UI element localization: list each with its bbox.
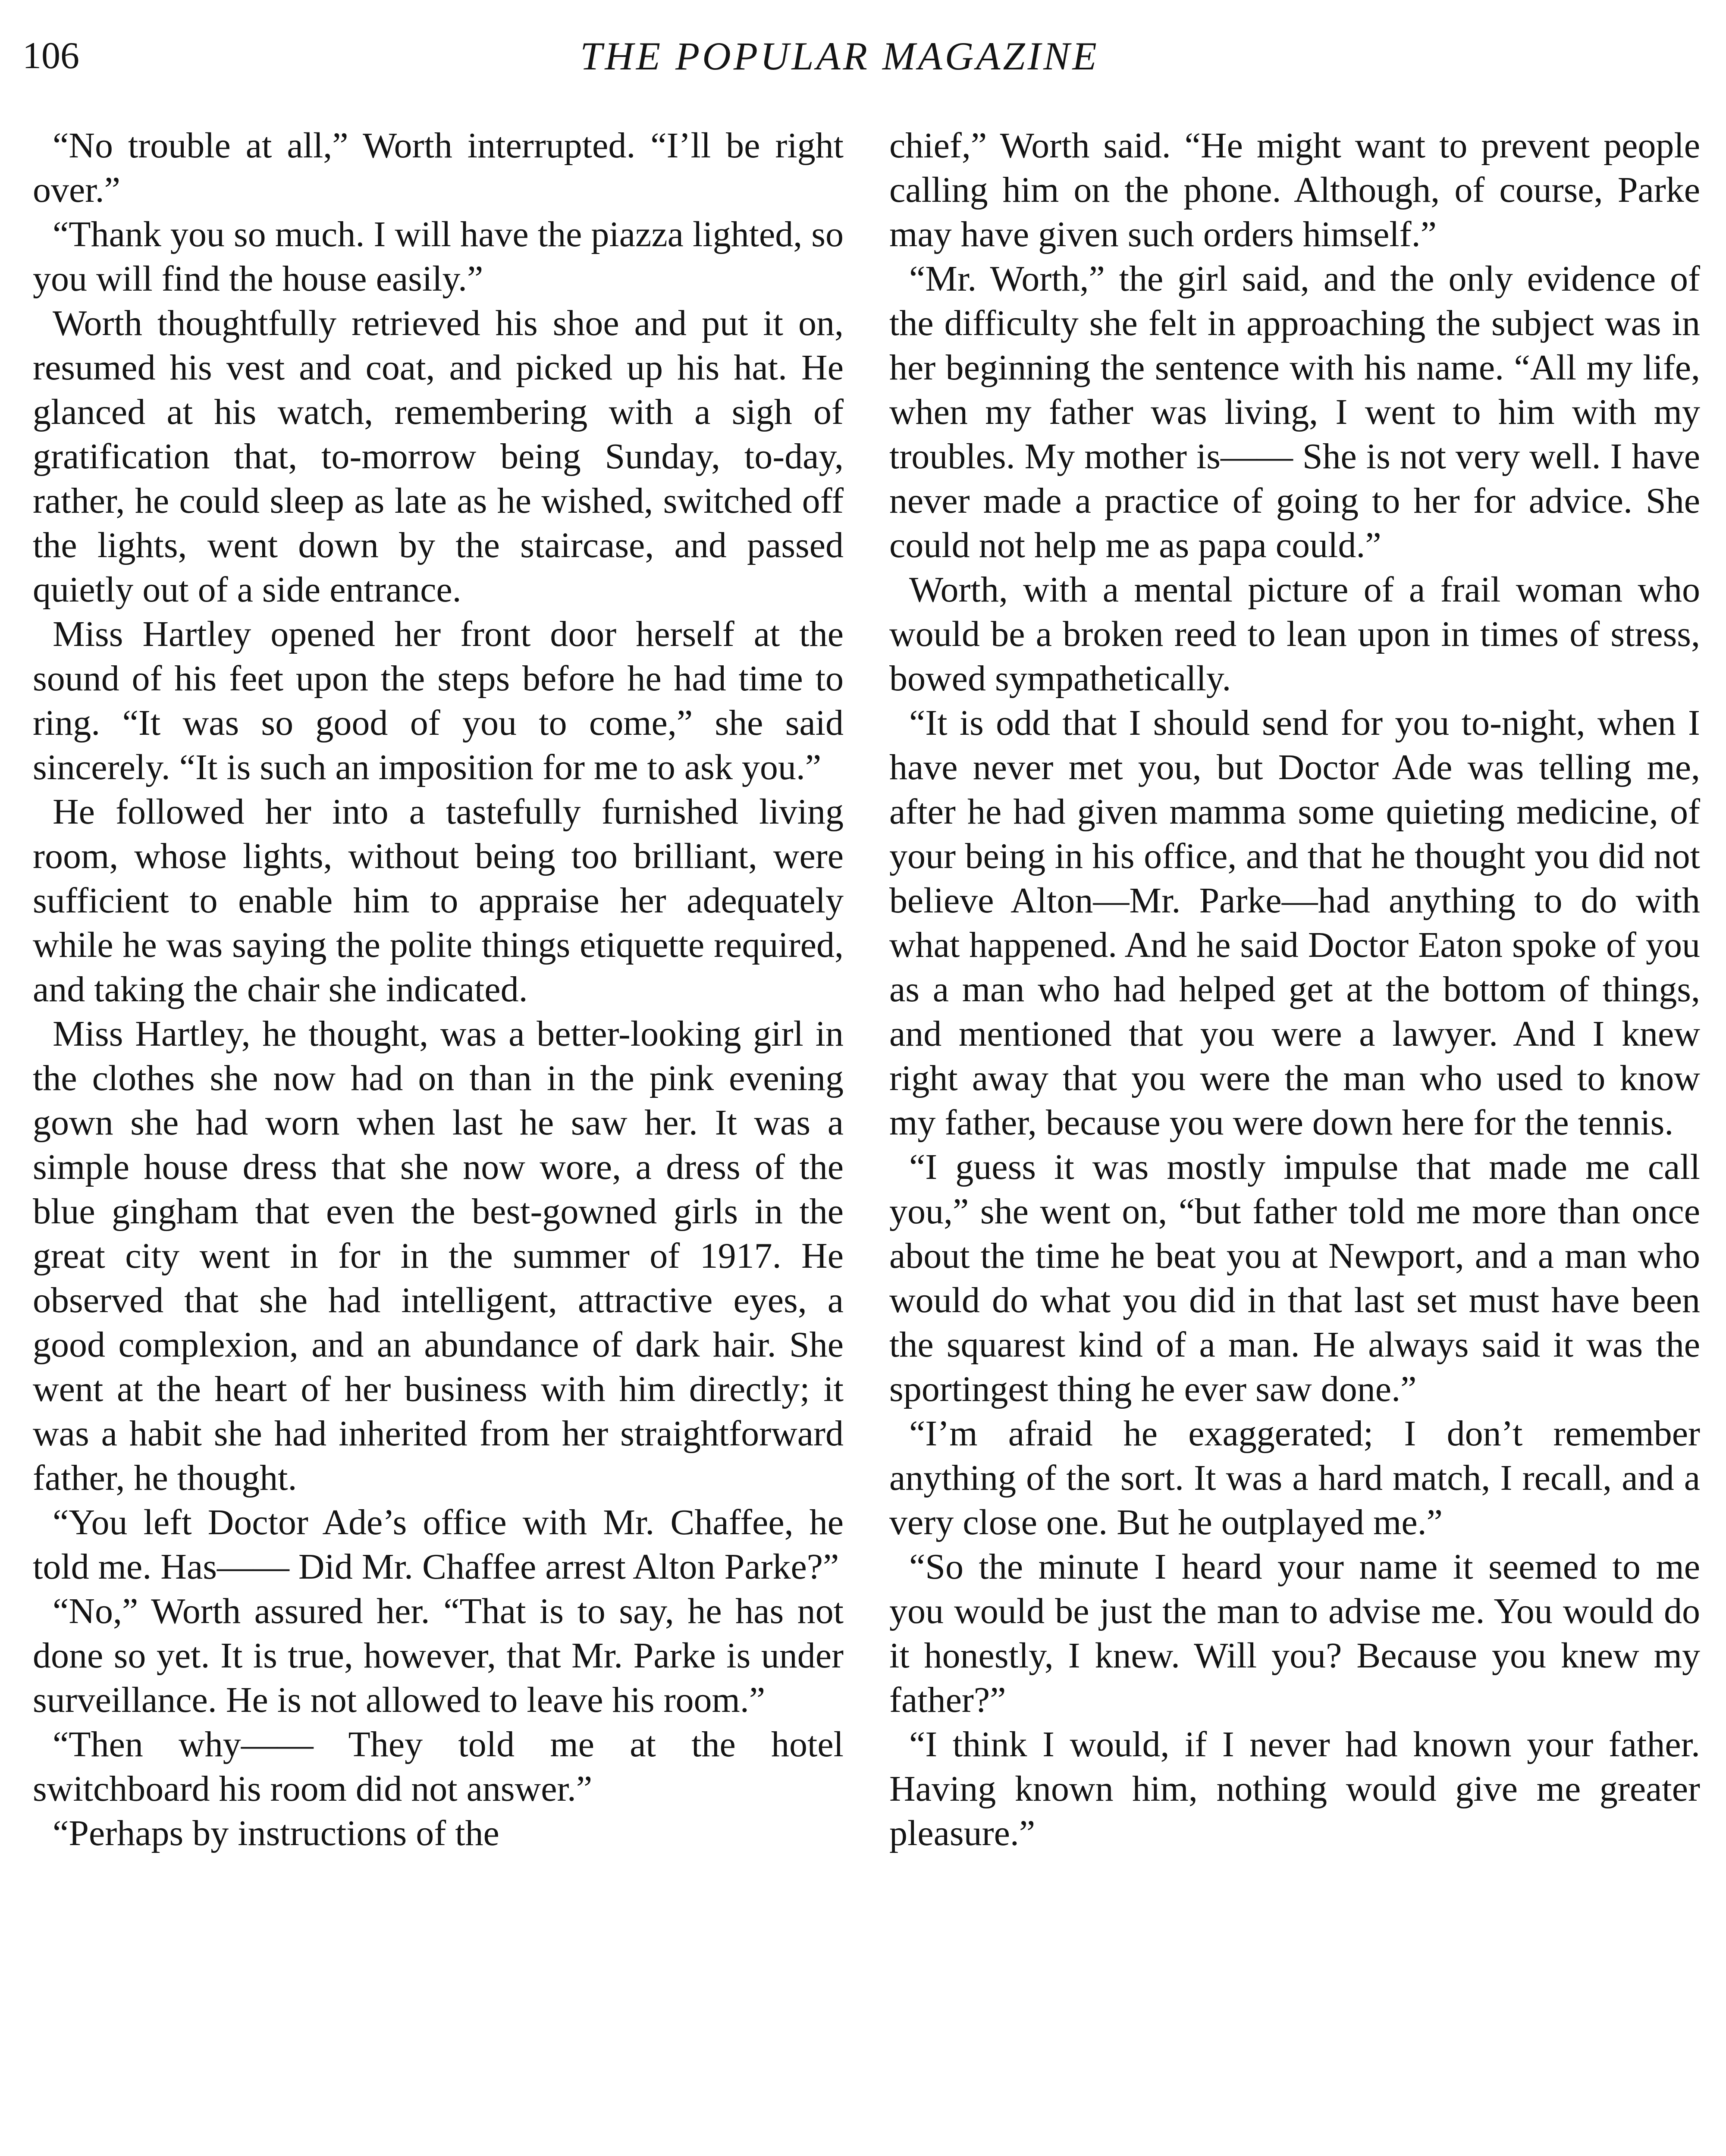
paragraph: “Mr. Worth,” the girl said, and the only evidence of the difficulty she felt in approaching the subject was in her beginning the sentence with his name. “All my life, when my father was living, I went to him with my troubles. My mother is—— She is not very well. I have never made a practice of going to her for advice. She could not help me as papa could.”: [889, 259, 1700, 565]
paragraph: “I guess it was mostly impulse that made me call you,” she went on, “but father told me more than once about the time he beat you at Newport, and a man who would do what you did in that last set must have been the squarest kind of a man. He always said it was the sportingest thing he ever saw done.”: [889, 1147, 1700, 1409]
paragraph: “No,” Worth assured her. “That is to say, he has not done so yet. It is true, however, that Mr. Parke is under surveillance. He is not allowed to leave his room.”: [33, 1591, 844, 1720]
paragraph: He followed her into a tastefully furnished living room, whose lights, without being too brilliant, were sufficient to enable him to appraise her adequately while he was saying the polite things etiquette required, and taking the chair she indicated.: [33, 792, 844, 1009]
running-title: THE POPULAR MAGAZINE: [580, 34, 1099, 78]
left-column: [33, 123, 844, 2156]
paragraph: “So the minute I heard your name it seemed to me you would be just the man to advise me. You would do it honestly, I knew. Will you? Because you knew my father?”: [889, 1547, 1700, 1720]
paragraph: “I’m afraid he exaggerated; I don’t remember anything of the sort. It was a hard match, I recall, and a very close one. But he outplayed me.”: [889, 1413, 1700, 1542]
page-header: [22, 30, 1657, 91]
right-column: [889, 123, 1700, 2156]
paragraph: Worth, with a mental picture of a frail woman who would be a broken reed to lean upon in times of stress, bowed sympathetically.: [889, 570, 1700, 699]
paragraph: “Then why—— They told me at the hotel switchboard his room did not answer.”: [33, 1724, 844, 1809]
paragraph: “Perhaps by instructions of the: [53, 1813, 499, 1853]
paragraph: Miss Hartley opened her front door herself at the sound of his feet upon the steps before he had time to ring. “It was so good of you to come,” she said sincerely. “It is such an imposition for me to ask you.”: [33, 614, 844, 787]
paragraph: Worth thoughtfully retrieved his shoe and put it on, resumed his vest and coat, and picked up his hat. He glanced at his watch, remembering with a sigh of gratification that, to-morrow being Sunday, to-day, rather, he could sleep as late as he wished, switched off the lights, went down by the staircase, and passed quietly out of a side entrance.: [33, 303, 844, 610]
paragraph: “You left Doctor Ade’s office with Mr. Chaffee, he told me. Has—— Did Mr. Chaffee arrest Alton Parke?”: [33, 1502, 844, 1587]
paragraph: “I think I would, if I never had known your father. Having known him, nothing would give me greater pleasure.”: [889, 1724, 1700, 1853]
continued-paragraph: chief,” Worth said. “He might want to prevent people calling him on the phone. Although, of course, Parke may have given such orders himself.”: [889, 125, 1700, 254]
paragraph: Miss Hartley, he thought, was a better-looking girl in the clothes she now had on than in the pink evening gown she had worn when last he saw her. It was a simple house dress that she now wore, a dress of the blue gingham that even the best-gowned girls in the great city went in for in the summer of 1917. He observed that she had intelligent, attractive eyes, a good complexion, and an abundance of dark hair. She went at the heart of her business with him directly; it was a habit she had inherited from her straightforward father, he thought.: [33, 1014, 844, 1498]
paragraph: “Thank you so much. I will have the piazza lighted, so you will find the house easily.”: [33, 214, 844, 299]
paragraph: “No trouble at all,” Worth interrupted. “I’ll be right over.”: [33, 125, 844, 210]
page-number: 106: [22, 35, 79, 77]
paragraph: “It is odd that I should send for you to-night, when I have never met you, but Doctor Ade was telling me, after he had given mamma some quieting medicine, of your being in his office, and that he thought you did not believe Alton—Mr. Parke—had anything to do with what happened. And he said Doctor Eaton spoke of you as a man who had helped get at the bottom of things, and mentioned that you were a lawyer. And I knew right away that you were the man who used to know my father, because you were down here for the tennis.: [889, 703, 1700, 1143]
